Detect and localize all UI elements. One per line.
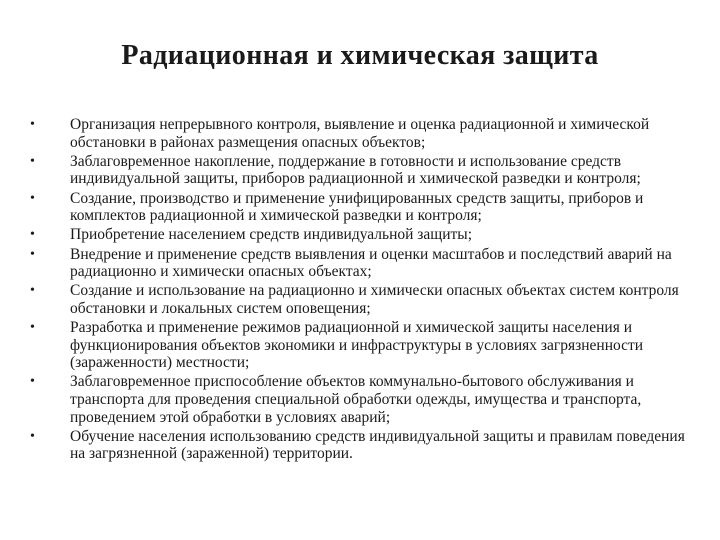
bullet-icon: • bbox=[30, 227, 35, 243]
list-item bbox=[30, 226, 700, 244]
list-item bbox=[30, 428, 700, 463]
list-item bbox=[30, 246, 700, 281]
list-item-text: Разработка и применение режимов радиационной и химической защиты населения и функционирования объектов экономики и инфраструктуры в условиях загрязненности (зараженности) местности; bbox=[70, 319, 644, 372]
bullet-icon: • bbox=[30, 283, 35, 299]
bullet-icon: • bbox=[30, 246, 35, 262]
bullet-icon: • bbox=[30, 320, 35, 336]
list-item-text: Внедрение и применение средств выявления и оценки масштабов и последствий аварий на радиационно и химически опасных объектах; bbox=[70, 245, 672, 281]
list-item-text: Обучение населения использованию средств индивидуальной защиты и правилам поведения на загрязненной (зараженной) территории. bbox=[70, 427, 685, 463]
list-item-text: Организация непрерывного контроля, выявление и оценка радиационной и химической обстановки в районах размещения опасных объектов; bbox=[70, 116, 650, 151]
list-item bbox=[30, 190, 700, 225]
list-item bbox=[30, 373, 700, 426]
bullet-icon: • bbox=[30, 374, 35, 390]
bullet-icon: • bbox=[30, 190, 35, 206]
list-item bbox=[30, 319, 700, 372]
bullet-icon: • bbox=[30, 117, 35, 132]
list-item-text: Заблаговременное накопление, поддержание в готовности и использование средств индивидуальной защиты, приборов радиационной и химической разведки и контроля; bbox=[70, 152, 641, 188]
list-item-text: Приобретение населением средств индивидуальной защиты; bbox=[70, 226, 473, 244]
bullet-icon: • bbox=[30, 428, 35, 444]
list-item bbox=[30, 153, 700, 188]
list-item-text: Создание, производство и применение унифицированных средств защиты, приборов и комплектов радиационной и химической разведки и контроля; bbox=[70, 189, 644, 225]
slide-title: Радиационная и химическая защита bbox=[121, 40, 599, 71]
list-item bbox=[30, 116, 700, 151]
bullet-list bbox=[30, 116, 700, 465]
list-item-text: Заблаговременное приспособление объектов коммунально-бытового обслуживания и транспорта для проведения специальной обработки одежды, имущества и транспорта, проведением этой обработки в условиях аварий; bbox=[70, 373, 642, 426]
bullet-icon: • bbox=[30, 153, 35, 169]
list-item-text: Создание и использование на радиационно и химически опасных объектах систем контроля обстановки и локальных систем оповещения; bbox=[70, 282, 679, 317]
list-item bbox=[30, 282, 700, 317]
